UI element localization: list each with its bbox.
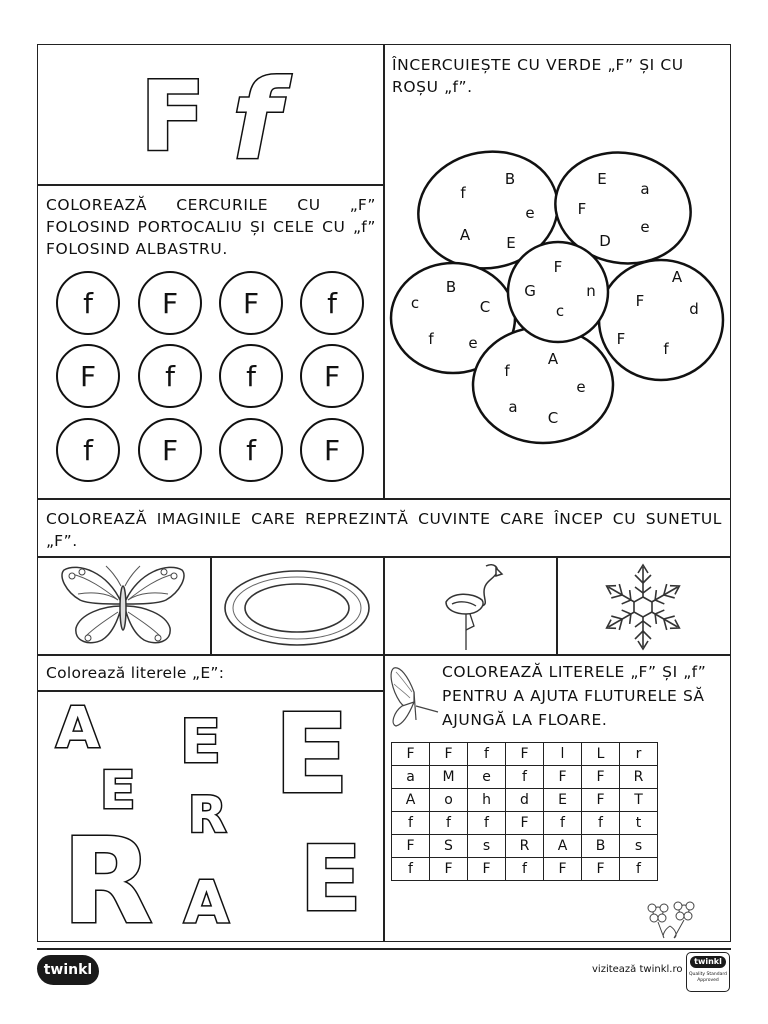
letter-circle[interactable]: F <box>300 344 364 408</box>
letter-circle[interactable]: F <box>56 344 120 408</box>
grid-row <box>392 858 658 881</box>
grid-cell[interactable]: F <box>392 743 430 766</box>
flower-petal-bottom <box>473 327 613 443</box>
flower-letter: A <box>547 350 559 368</box>
flower-letter: C <box>479 298 491 316</box>
flower-letter: F <box>616 330 626 348</box>
flower-letter: G <box>524 282 536 300</box>
flower-drawing <box>383 140 731 460</box>
grid-row <box>392 766 658 789</box>
grid-row <box>392 812 658 835</box>
grid-row <box>392 835 658 858</box>
ff-outline-letters <box>120 50 320 180</box>
flower-letter: d <box>689 300 699 318</box>
flower-letter: a <box>508 398 518 416</box>
letter-circle[interactable]: f <box>138 344 202 408</box>
grid-cell[interactable]: o <box>430 789 468 812</box>
flower-letter: e <box>640 218 650 236</box>
flower-letter: a <box>640 180 650 198</box>
letter-circle[interactable]: f <box>300 271 364 335</box>
grid-cell[interactable]: A <box>544 835 582 858</box>
e-task-letters <box>38 692 384 940</box>
flower-letter: F <box>577 200 587 218</box>
letter-circle[interactable]: F <box>138 418 202 482</box>
grid-cell[interactable]: F <box>582 858 620 881</box>
flower-letter: f <box>460 184 466 202</box>
outline-letter[interactable]: E <box>100 761 136 821</box>
grid-cell[interactable]: f <box>544 812 582 835</box>
quality-badge <box>686 952 730 992</box>
grid-cell[interactable]: a <box>392 766 430 789</box>
letter-circle[interactable]: F <box>138 271 202 335</box>
flower-letter: A <box>459 226 471 244</box>
grid-cell[interactable]: A <box>392 789 430 812</box>
grid-cell[interactable]: f <box>582 812 620 835</box>
flower-letter: A <box>671 268 683 286</box>
flower-letter: E <box>597 170 607 188</box>
e-task-instruction: Colorează literele „E”: <box>46 664 225 682</box>
outline-letter[interactable]: A <box>56 696 100 761</box>
grid-cell[interactable]: F <box>430 858 468 881</box>
snowflake-image[interactable] <box>598 563 688 651</box>
grid-row <box>392 743 658 766</box>
grid-cell[interactable]: f <box>392 812 430 835</box>
flamingo-image[interactable] <box>438 560 508 652</box>
letter-grid <box>391 742 658 881</box>
grid-cell[interactable]: f <box>430 812 468 835</box>
flower-letter: E <box>506 234 516 252</box>
flower-letter: f <box>663 340 669 358</box>
plate-image[interactable] <box>222 568 372 648</box>
grid-cell[interactable]: e <box>468 766 506 789</box>
grid-cell[interactable]: f <box>392 858 430 881</box>
grid-cell[interactable]: f <box>506 858 544 881</box>
grid-cell[interactable]: R <box>620 766 658 789</box>
grid-cell[interactable]: F <box>430 743 468 766</box>
grid-cell[interactable]: L <box>582 743 620 766</box>
flower-task-instruction: ÎNCERCUIEȘTE CU VERDE „F” ȘI CU ROȘU „f”. <box>392 56 684 96</box>
twinkl-logo[interactable] <box>37 955 99 985</box>
badge-line-2: Approved <box>697 978 719 983</box>
circles-task-instruction: COLOREAZĂ CERCURILE CU „F” FOLOSIND PORTOCALIU ȘI CELE CU „f” FOLOSIND ALBASTRU. <box>46 196 376 258</box>
small-butterfly-icon <box>386 662 442 732</box>
visit-site-text[interactable]: vizitează twinkl.ro <box>592 964 683 975</box>
outline-letter[interactable]: A <box>184 868 229 936</box>
small-flowers-icon <box>644 896 700 940</box>
letter-circle[interactable]: F <box>300 418 364 482</box>
flower-letter: B <box>504 170 516 188</box>
grid-cell[interactable]: F <box>544 766 582 789</box>
outline-letter[interactable]: E <box>274 692 350 818</box>
flower-letter: D <box>599 232 611 250</box>
grid-cell[interactable]: F <box>392 835 430 858</box>
grid-cell[interactable]: s <box>468 835 506 858</box>
flower-letter: f <box>428 330 434 348</box>
letter-circle[interactable]: f <box>219 344 283 408</box>
images-task-instruction: COLOREAZĂ IMAGINILE CARE REPREZINTĂ CUVINTE CARE ÎNCEP CU SUNETUL „F”. <box>46 510 722 550</box>
grid-cell[interactable]: d <box>506 789 544 812</box>
outline-letter[interactable]: E <box>300 827 362 932</box>
flower-letter: n <box>586 282 596 300</box>
big-letter-F: F <box>140 61 206 173</box>
grid-cell[interactable]: F <box>544 858 582 881</box>
flower-letter: c <box>555 302 565 320</box>
grid-cell[interactable]: F <box>506 812 544 835</box>
grid-cell[interactable]: F <box>468 858 506 881</box>
grid-row <box>392 789 658 812</box>
flower-letter: B <box>445 278 457 296</box>
big-letter-f: f <box>232 56 280 180</box>
badge-line-1: Quality Standard <box>689 972 727 977</box>
flower-letter: e <box>468 334 478 352</box>
letter-circle[interactable]: f <box>56 418 120 482</box>
grid-task-instruction: COLOREAZĂ LITERELE „F” ȘI „f” PENTRU A AJUTA FLUTURELE SĂ AJUNGĂ LA FLOARE. <box>442 663 707 729</box>
twinkl-logo-text: twinkl <box>43 962 93 978</box>
grid-cell[interactable]: R <box>506 835 544 858</box>
grid-cell[interactable]: B <box>582 835 620 858</box>
butterfly-image[interactable] <box>58 562 188 650</box>
grid-cell[interactable]: l <box>544 743 582 766</box>
grid-cell[interactable]: f <box>468 743 506 766</box>
grid-cell[interactable]: s <box>620 835 658 858</box>
flower-letter: e <box>525 204 535 222</box>
footer-divider <box>37 948 731 950</box>
flower-letter: f <box>504 362 510 380</box>
outline-letter[interactable]: R <box>188 786 227 844</box>
flower-letter: F <box>635 292 645 310</box>
flower-petal-right <box>599 260 723 380</box>
grid-cell[interactable]: M <box>430 766 468 789</box>
flower-letter: C <box>547 409 559 427</box>
grid-cell[interactable]: h <box>468 789 506 812</box>
grid-cell[interactable]: E <box>544 789 582 812</box>
flower-letter: F <box>553 258 563 276</box>
letter-circle[interactable]: f <box>56 271 120 335</box>
grid-cell[interactable]: F <box>582 789 620 812</box>
grid-cell[interactable]: t <box>620 812 658 835</box>
grid-cell[interactable]: r <box>620 743 658 766</box>
outline-letter[interactable]: R <box>62 812 153 940</box>
badge-logo: twinkl <box>690 956 726 968</box>
letter-circle[interactable]: F <box>219 271 283 335</box>
flower-letter: e <box>576 378 586 396</box>
grid-cell[interactable]: f <box>468 812 506 835</box>
grid-cell[interactable]: T <box>620 789 658 812</box>
grid-cell[interactable]: f <box>620 858 658 881</box>
grid-cell[interactable]: S <box>430 835 468 858</box>
grid-cell[interactable]: F <box>582 766 620 789</box>
outline-letter[interactable]: E <box>180 707 221 777</box>
grid-cell[interactable]: F <box>506 743 544 766</box>
grid-cell[interactable]: f <box>506 766 544 789</box>
flower-letter: c <box>410 294 420 312</box>
letter-circle[interactable]: f <box>219 418 283 482</box>
